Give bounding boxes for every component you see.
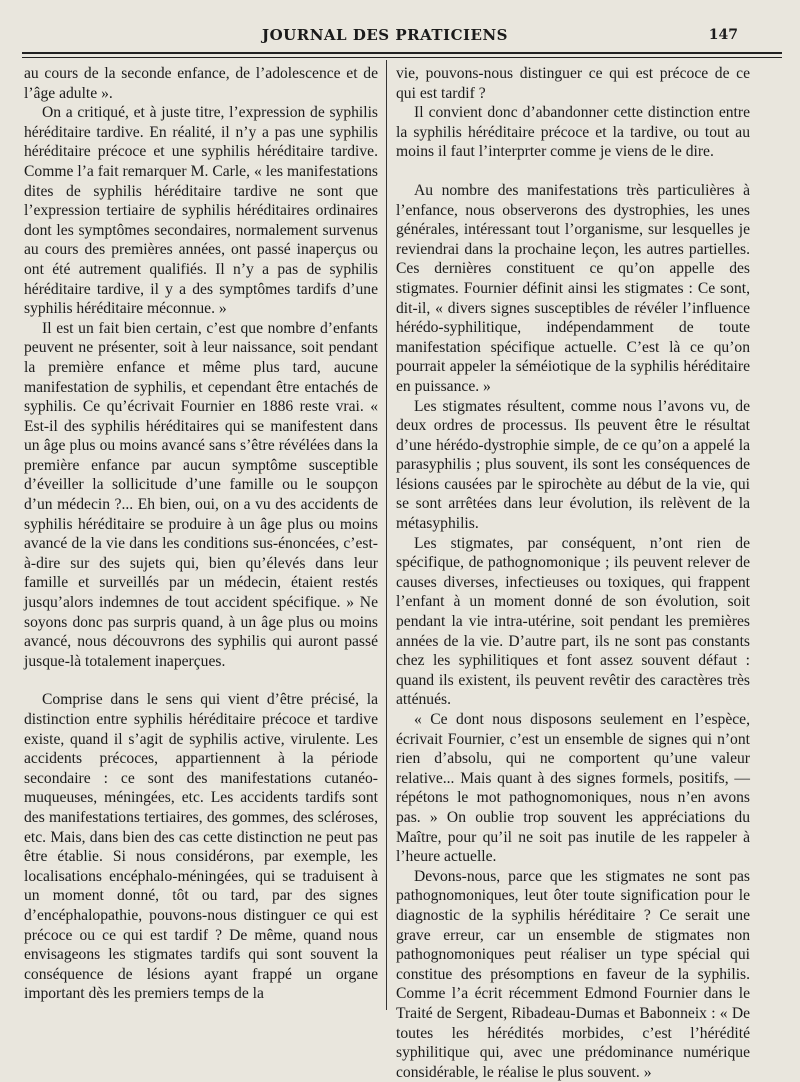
paragraph: Il convient donc d’abandonner cette distinction entre la syphilis héréditaire précoce et la tardive, ou tout au moins il faut l’interprter comme je viens de le dire. [396, 104, 750, 161]
paragraph: Devons-nous, parce que les stigmates ne sont pas pathognomoniques, leut ôter toute signification pour le diagnostic de la syphilis héréditaire ? Ce serait une grave erreur, car un ensemble de stigmates non pathognomoniques peut réaliser un type spécial qui constitue des présomptions en faveur de la syphilis. Comme l’a écrit récemment Edmond Fournier dans le Traité de Sergent, Ribadeau-Dumas et Babonneix : « De toutes les hérédités morbides, c’est l’hérédité syphilitique qui, avec une prédominance numérique considérable, le réalise le plus souvent. » [396, 867, 750, 1081]
left-column [24, 64, 378, 1004]
paragraph: Il est un fait bien certain, c’est que nombre d’enfants peuvent ne présenter, soit à leur naissance, soit pendant la première enfance et même plus tard, aucune manifestation de syphilis, et cependant être entachés de syphilis. Ce qu’écrivait Fournier en 1886 reste vrai. « Est-il des syphilis héréditaires qui se manifestent dans un âge plus ou moins avancé sans s’être révélées dans la première enfance par aucun symptôme susceptible d’éveiller la sollicitude d’une famille ou le soupçon d’un médecin ?... Eh bien, oui, on a vu des accidents de syphilis héréditaire se produire à un âge plus ou moins avancé de la vie dans les conditions sus-énoncées, c’est-à-dire sur des sujets qui, bien qu’élevés dans leur famille et surveillés par un médecin, étaient restés jusqu’alors indemnes de tout accident spécifique. » Ne soyons donc pas surpris quand, à un âge plus ou moins avancé, nous découvrons des syphilis qui auront passé jusque-là totalement inaperçues. [24, 319, 378, 670]
header-rule [22, 52, 782, 58]
right-column [396, 64, 750, 1082]
paragraph: Les stigmates résultent, comme nous l’avons vu, de deux ordres de processus. Ils peuvent être le résultat d’une hérédo-dystrophie simple, de ce qu’on a appelé la parasyphilis ; plus souvent, ils sont les conséquences de lésions causées par le spirochète au début de la vie, qui se sont arrêtées dans leur évolution, ils relèvent de la métasyphilis. [396, 397, 750, 533]
page-header [0, 26, 800, 52]
column-divider [386, 60, 387, 1010]
page-number: 147 [708, 27, 738, 43]
paragraph: au cours de la seconde enfance, de l’adolescence et de l’âge adulte ». [24, 65, 378, 102]
journal-title: JOURNAL DES PRATICIENS [262, 26, 508, 44]
paragraph: « Ce dont nous disposons seulement en l’espèce, écrivait Fournier, c’est un ensemble de signes qui n’ont rien d’absolu, qui ne comportent qu’une valeur relative... Mais quant à des signes formels, positifs, — répétons le mot pathognomoniques, nous n’en avons pas. » On oublie trop souvent les appréciations du Maître, pour qu’il ne soit pas inutile de les rappeler à l’heure actuelle. [396, 711, 750, 866]
paragraph: Au nombre des manifestations très particulières à l’enfance, nous observerons des dystrophies, les unes générales, intéressant tout l’organisme, sur lesquelles je reviendrai dans la prochaine leçon, les autres partielles. Ces dernières constituent ce qu’on appelle des stigmates. Fournier définit ainsi les stigmates : Ce sont, dit-il, « divers signes susceptibles de révéler l’influence hérédo-syphilitique, indépendamment de toute manifestation spécifique actuelle. C’est là ce qu’on pourrait appeler la séméiotique de la syphilis héréditaire en puissance. » [396, 181, 750, 395]
paragraph: vie, pouvons-nous distinguer ce qui est précoce de ce qui est tardif ? [396, 65, 750, 102]
paragraph: Comprise dans le sens qui vient d’être précisé, la distinction entre syphilis héréditaire précoce et tardive existe, quand il s’agit de syphilis active, virulente. Les accidents précoces, appartiennent à la période secondaire : ce sont des manifestations cutanéo-muqueuses, méningées, etc. Les accidents tardifs sont des manifestations tertiaires, des gommes, des scléroses, etc. Mais, dans bien des cas cette distinction ne peut pas être établie. Si nous considérons, par exemple, les localisations encéphalo-méningées, qui se traduisent à un moment donné, tôt ou tard, par des signes d’encéphalopathie, pouvons-nous distinguer ce qui est précoce ou ce qui est tardif ? De même, quand nous envisageons les stigmates tardifs qui sont souvent la conséquence de lésions ayant frappé un organe important dès les premiers temps de la [24, 691, 378, 1003]
paragraph: On a critiqué, et à juste titre, l’expression de syphilis héréditaire tardive. En réalité, il n’y a pas une syphilis héréditaire précoce et une syphilis héréditaire tardive. Comme l’a fait remarquer M. Carle, « les manifestations dites de syphilis héréditaire tardive ne sont que l’expression tertiaire de syphilis héréditaires ordinaires dont les symptômes secondaires, normalement survenus au cours des premières années, ont passé inaperçus ou ont été autrement qualifiés. Il n’y a pas de syphilis héréditaire tardive, il y a des symptômes tardifs d’une syphilis héréditaire méconnue. » [24, 104, 378, 318]
paragraph: Les stigmates, par conséquent, n’ont rien de spécifique, de pathognomonique ; ils peuvent relever de causes diverses, infectieuses ou toxiques, qui frappent l’enfant à un moment donné de son évolution, soit pendant la vie intra-utérine, soit pendant les premières années de la vie. D’autre part, ils ne sont pas constants chez les syphilitiques et font assez souvent défaut : quand ils existent, ils peuvent revêtir des caractères très atténués. [396, 534, 750, 709]
